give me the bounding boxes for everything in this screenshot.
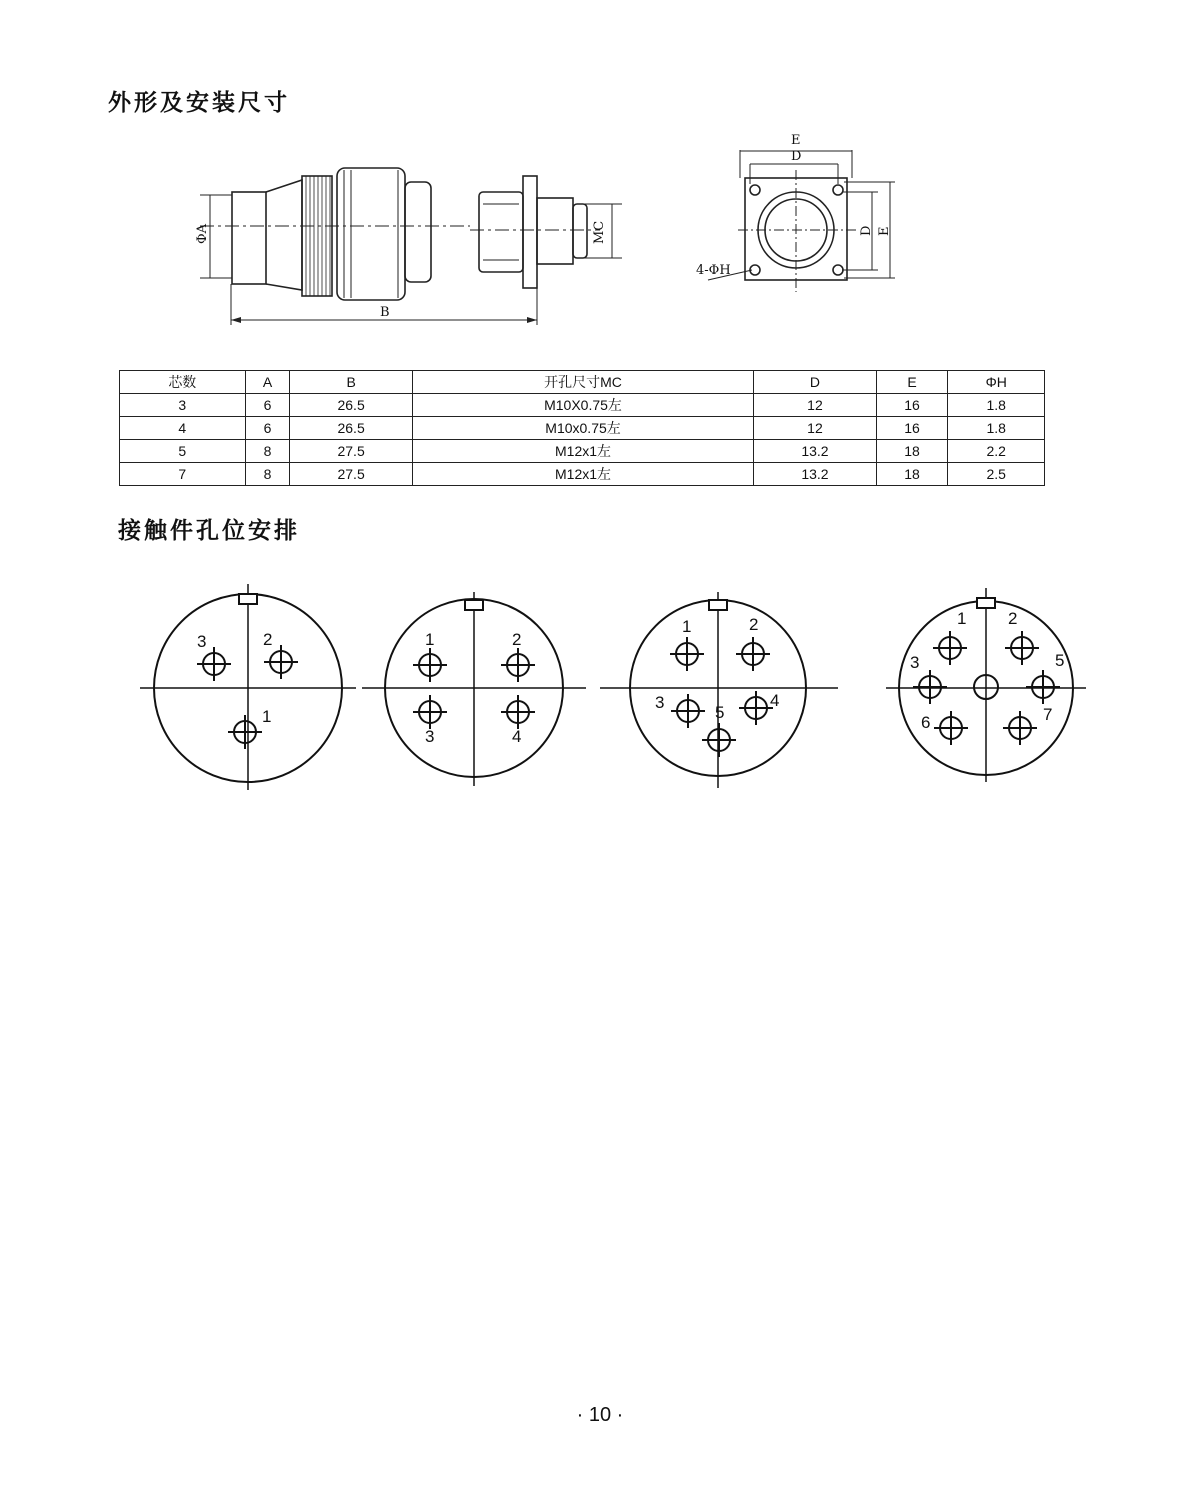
pin-2 xyxy=(736,637,770,671)
pin-2 xyxy=(501,648,535,682)
col-header-e: E xyxy=(876,371,948,394)
pin-label: 2 xyxy=(749,615,759,634)
label-e-top: E xyxy=(791,133,801,148)
pin-label: 5 xyxy=(1055,651,1065,670)
table-cell: 26.5 xyxy=(290,394,412,417)
table-cell: 27.5 xyxy=(290,463,412,486)
table-cell: 7 xyxy=(120,463,246,486)
pin-label: 1 xyxy=(957,609,967,628)
pin-label: 2 xyxy=(1008,609,1018,628)
table-cell: 27.5 xyxy=(290,440,412,463)
table-row xyxy=(120,440,1045,463)
pin-label: 4 xyxy=(512,727,522,746)
col-header-h: ΦH xyxy=(948,371,1045,394)
pinout-5-core xyxy=(600,592,838,788)
pin-3 xyxy=(913,670,947,704)
col-header-cores: 芯数 xyxy=(120,371,246,394)
pin-3 xyxy=(671,694,705,728)
table-cell: 1.8 xyxy=(948,394,1045,417)
table-cell: M12x1左 xyxy=(412,463,753,486)
table-cell: 8 xyxy=(245,463,290,486)
table-cell: M10X0.75左 xyxy=(412,394,753,417)
pin-label: 3 xyxy=(655,693,665,712)
table-row xyxy=(120,463,1045,486)
pin-1 xyxy=(670,637,704,671)
pin-1 xyxy=(413,648,447,682)
table-cell: 1.8 xyxy=(948,417,1045,440)
table-row xyxy=(120,417,1045,440)
pin-label: 1 xyxy=(682,617,692,636)
table-cell: 4 xyxy=(120,417,246,440)
label-e-side: E xyxy=(877,226,892,236)
label-dia-a: ΦA xyxy=(195,223,210,244)
pin-label: 5 xyxy=(715,703,725,722)
table-cell: 13.2 xyxy=(754,463,876,486)
table-cell: 12 xyxy=(754,417,876,440)
label-holes: 4-ΦH xyxy=(696,263,731,278)
table-cell: 6 xyxy=(245,394,290,417)
pin-label: 3 xyxy=(197,632,207,651)
pin-label: 1 xyxy=(262,707,272,726)
col-header-b: B xyxy=(290,371,412,394)
section-title-contact-arrangement: 接触件孔位安排 xyxy=(118,518,300,544)
pin-label: 3 xyxy=(425,727,435,746)
col-header-d: D xyxy=(754,371,876,394)
pin-7 xyxy=(1003,711,1037,745)
section-title-dimensions: 外形及安装尺寸 xyxy=(108,90,290,116)
table-cell: 6 xyxy=(245,417,290,440)
table-cell: 26.5 xyxy=(290,417,412,440)
pin-3 xyxy=(197,647,231,681)
pin-label: 4 xyxy=(770,691,780,710)
pinout-4-core xyxy=(362,592,586,786)
table-cell: 18 xyxy=(876,463,948,486)
pinout-7-core xyxy=(886,588,1086,782)
col-header-mc: 开孔尺寸MC xyxy=(412,371,753,394)
table-row xyxy=(120,394,1045,417)
label-d-side: D xyxy=(859,225,874,236)
col-header-a: A xyxy=(245,371,290,394)
label-b: B xyxy=(380,305,390,320)
pin-5 xyxy=(702,723,736,757)
table-cell: M10x0.75左 xyxy=(412,417,753,440)
table-cell: 5 xyxy=(120,440,246,463)
pin-label: 2 xyxy=(512,630,522,649)
pin-label: 2 xyxy=(263,630,273,649)
pin-2 xyxy=(264,645,298,679)
pin-label: 6 xyxy=(921,713,931,732)
table-header-row xyxy=(120,371,1045,394)
pin-5 xyxy=(1026,670,1060,704)
pin-label: 1 xyxy=(425,630,435,649)
pin-1 xyxy=(228,715,262,749)
pin-6 xyxy=(934,711,968,745)
pin-2 xyxy=(1005,631,1039,665)
table-cell: M12x1左 xyxy=(412,440,753,463)
pin-label: 3 xyxy=(910,653,920,672)
table-cell: 8 xyxy=(245,440,290,463)
pin-1 xyxy=(933,631,967,665)
pinout-3-core xyxy=(140,584,356,790)
pin-label: 7 xyxy=(1043,705,1053,724)
table-cell: 18 xyxy=(876,440,948,463)
dimension-table xyxy=(119,370,1045,486)
table-cell: 2.2 xyxy=(948,440,1045,463)
table-cell: 16 xyxy=(876,394,948,417)
table-cell: 13.2 xyxy=(754,440,876,463)
table-cell: 16 xyxy=(876,417,948,440)
label-mc: MC xyxy=(592,220,607,244)
table-cell: 2.5 xyxy=(948,463,1045,486)
table-cell: 12 xyxy=(754,394,876,417)
pinout-diagrams xyxy=(0,570,1200,810)
label-d-top: D xyxy=(791,149,802,164)
page-number: · 10 · xyxy=(576,1404,624,1426)
pin-4 xyxy=(739,691,773,725)
dimension-drawings xyxy=(0,120,1200,350)
table-cell: 3 xyxy=(120,394,246,417)
pin-4 xyxy=(501,695,535,729)
pin-3 xyxy=(413,695,447,729)
flange-front-view xyxy=(708,150,895,292)
